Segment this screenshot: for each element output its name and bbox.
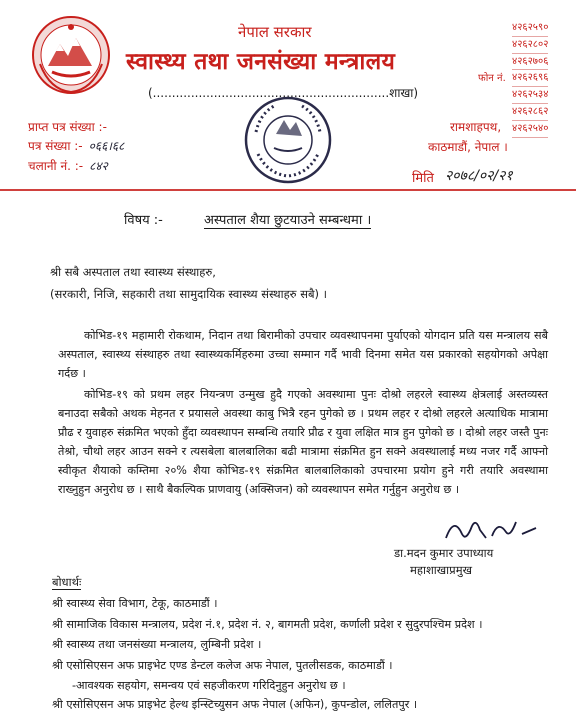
phone-number: ४२६२५३४ <box>512 87 548 104</box>
date-label: मिति <box>412 171 434 186</box>
cc-item: श्री एसोसिएसन अफ प्राइभेट एण्ड डेन्टल कलेज अफ नेपाल, पुतलीसडक, काठमाडौं । <box>52 659 393 672</box>
cc-item: श्री स्वास्थ्य तथा जनसंख्या मन्त्रालय, लुम्बिनी प्रदेश । <box>52 638 262 651</box>
phone-number: ४२६२८०२ <box>512 37 548 54</box>
header-divider <box>0 189 576 191</box>
phone-number: ४२६२८६२ <box>512 104 548 121</box>
signatory-title: महाशाखाप्रमुख <box>410 563 472 577</box>
dispatch-no: चलानी नं. :- ८४२ <box>28 159 108 173</box>
cc-note: -आवश्यक सहयोग, समन्वय एवं सहजीकरण गरिदिनुहुन अनुरोध छ । <box>72 679 346 692</box>
cc-item: श्री स्वास्थ्य सेवा विभाग, टेकू, काठमाडौं । <box>52 597 218 610</box>
handwritten-signature <box>440 508 560 548</box>
cc-heading: बोधार्थः <box>52 575 82 589</box>
ministry-seal-stamp <box>240 92 336 188</box>
phone-number: ४२६२६९६ <box>512 70 548 87</box>
date-value: २०७८/०२/२१ <box>445 168 513 184</box>
signatory-name: डा.मदन कुमार उपाध्याय <box>394 546 494 560</box>
phone-label: फोन नं. <box>478 73 506 84</box>
ministry-title: स्वास्थ्य तथा जनसंख्या मन्त्रालय <box>126 49 396 75</box>
file-no: पत्र संख्या :- ०६६।६८ <box>28 139 125 153</box>
recipient-line-1: श्री सबै अस्पताल तथा स्वास्थ्य संस्थाहरु, <box>50 265 216 279</box>
phone-number: ४२६२५४० <box>512 121 548 138</box>
recipient-line-2: (सरकारी, निजि, सहकारी तथा सामुदायिक स्वास्थ्य संस्थाहरु सबै) । <box>50 287 328 301</box>
phone-number: ४२६२७०६ <box>512 54 548 71</box>
cc-item: श्री सामाजिक विकास मन्त्रालय, प्रदेश नं.१, प्रदेश नं. २, बागमती प्रदेश, कर्णाली प्रदेश र सुदुरपश्चिम प्रदेश । <box>52 618 483 631</box>
body-paragraph-1: कोभिड-१९ महामारी रोकथाम, निदान तथा बिरामीको उपचार व्यवस्थापनमा पुर्याएको योगदान प्रति यस मन्त्रालय सबै अस्पताल, स्वास्थ्य संस्थाहरु तथा स्वास्थ्यकर्मिहरुमा उच्चा सम्मान गर्दै भावी दिनमा समेत यस प्रकारको सहयोगको अपेक्षा गर्दछ । <box>58 329 548 381</box>
dispatch-no-value: ८४२ <box>89 159 108 173</box>
received-letter-no: प्राप्त पत्र संख्या :- <box>28 120 107 134</box>
phone-number: ४२६२५९० <box>512 20 548 37</box>
body-paragraph-2: कोभिड-१९ को प्रथम लहर नियन्त्रण उन्मुख हुदै गएको अवस्थामा पुनः दोश्रो लहरले स्वास्थ्य क्षेत्रलाई अस्तव्यस्त बनाउदा सबैको अथक मेहनत र प्रयासले अवस्था काबु भित्रै रहन पुगेको छ । प्रथम लहर र दोश्रो लहरले अत्याधिक मात्रामा प्रौढ र युवाहरु संक्रमित भएको हुँदा व्यवस्थापन सम्बन्धि तयारि प्रौढ र युवा लक्षित मात्र हुन पुगेको छ । दोश्रो लहर जस्तै पुनः तेश्रो, चौथो लहर आउन सक्ने र त्यसबेला बालबालिका बढी मात्रामा संक्रमित हुन सक्ने अवस्थालाई मध्य नजर गर्दै आफ्नो स्वीकृत शैयाको कम्तिमा २०% शैया कोभिड-१९ संक्रमित बालबालिकाको उपचारमा प्रयोग हुने गरी तयारि अवस्थामा राख्नुहुन अनुरोध छ । साथै बैकल्पिक प्राणवायु (अक्सिजन) को व्यवस्थापन समेत गर्नुहुन अनुरोध छ । <box>58 388 548 497</box>
government-title: नेपाल सरकार <box>238 23 312 41</box>
address-line-2: काठमाडौं, नेपाल । <box>428 140 508 154</box>
subject-text: अस्पताल शैया छुटयाउने सम्बन्धमा । <box>204 213 372 228</box>
cc-item: श्री एसोसिएसन अफ प्राइभेट हेल्थ इन्स्टिच्युसन अफ नेपाल (अफिन), कुपन्डोल, ललितपुर । <box>52 698 418 711</box>
file-no-value: ०६६।६८ <box>88 139 125 153</box>
nepal-emblem-icon <box>30 14 112 96</box>
address-line-1: रामशाहपथ, <box>450 120 502 134</box>
phone-list <box>512 20 548 138</box>
branch-line: (..............................................................शाखा) <box>148 86 419 100</box>
subject-label: विषय :- <box>124 213 163 228</box>
